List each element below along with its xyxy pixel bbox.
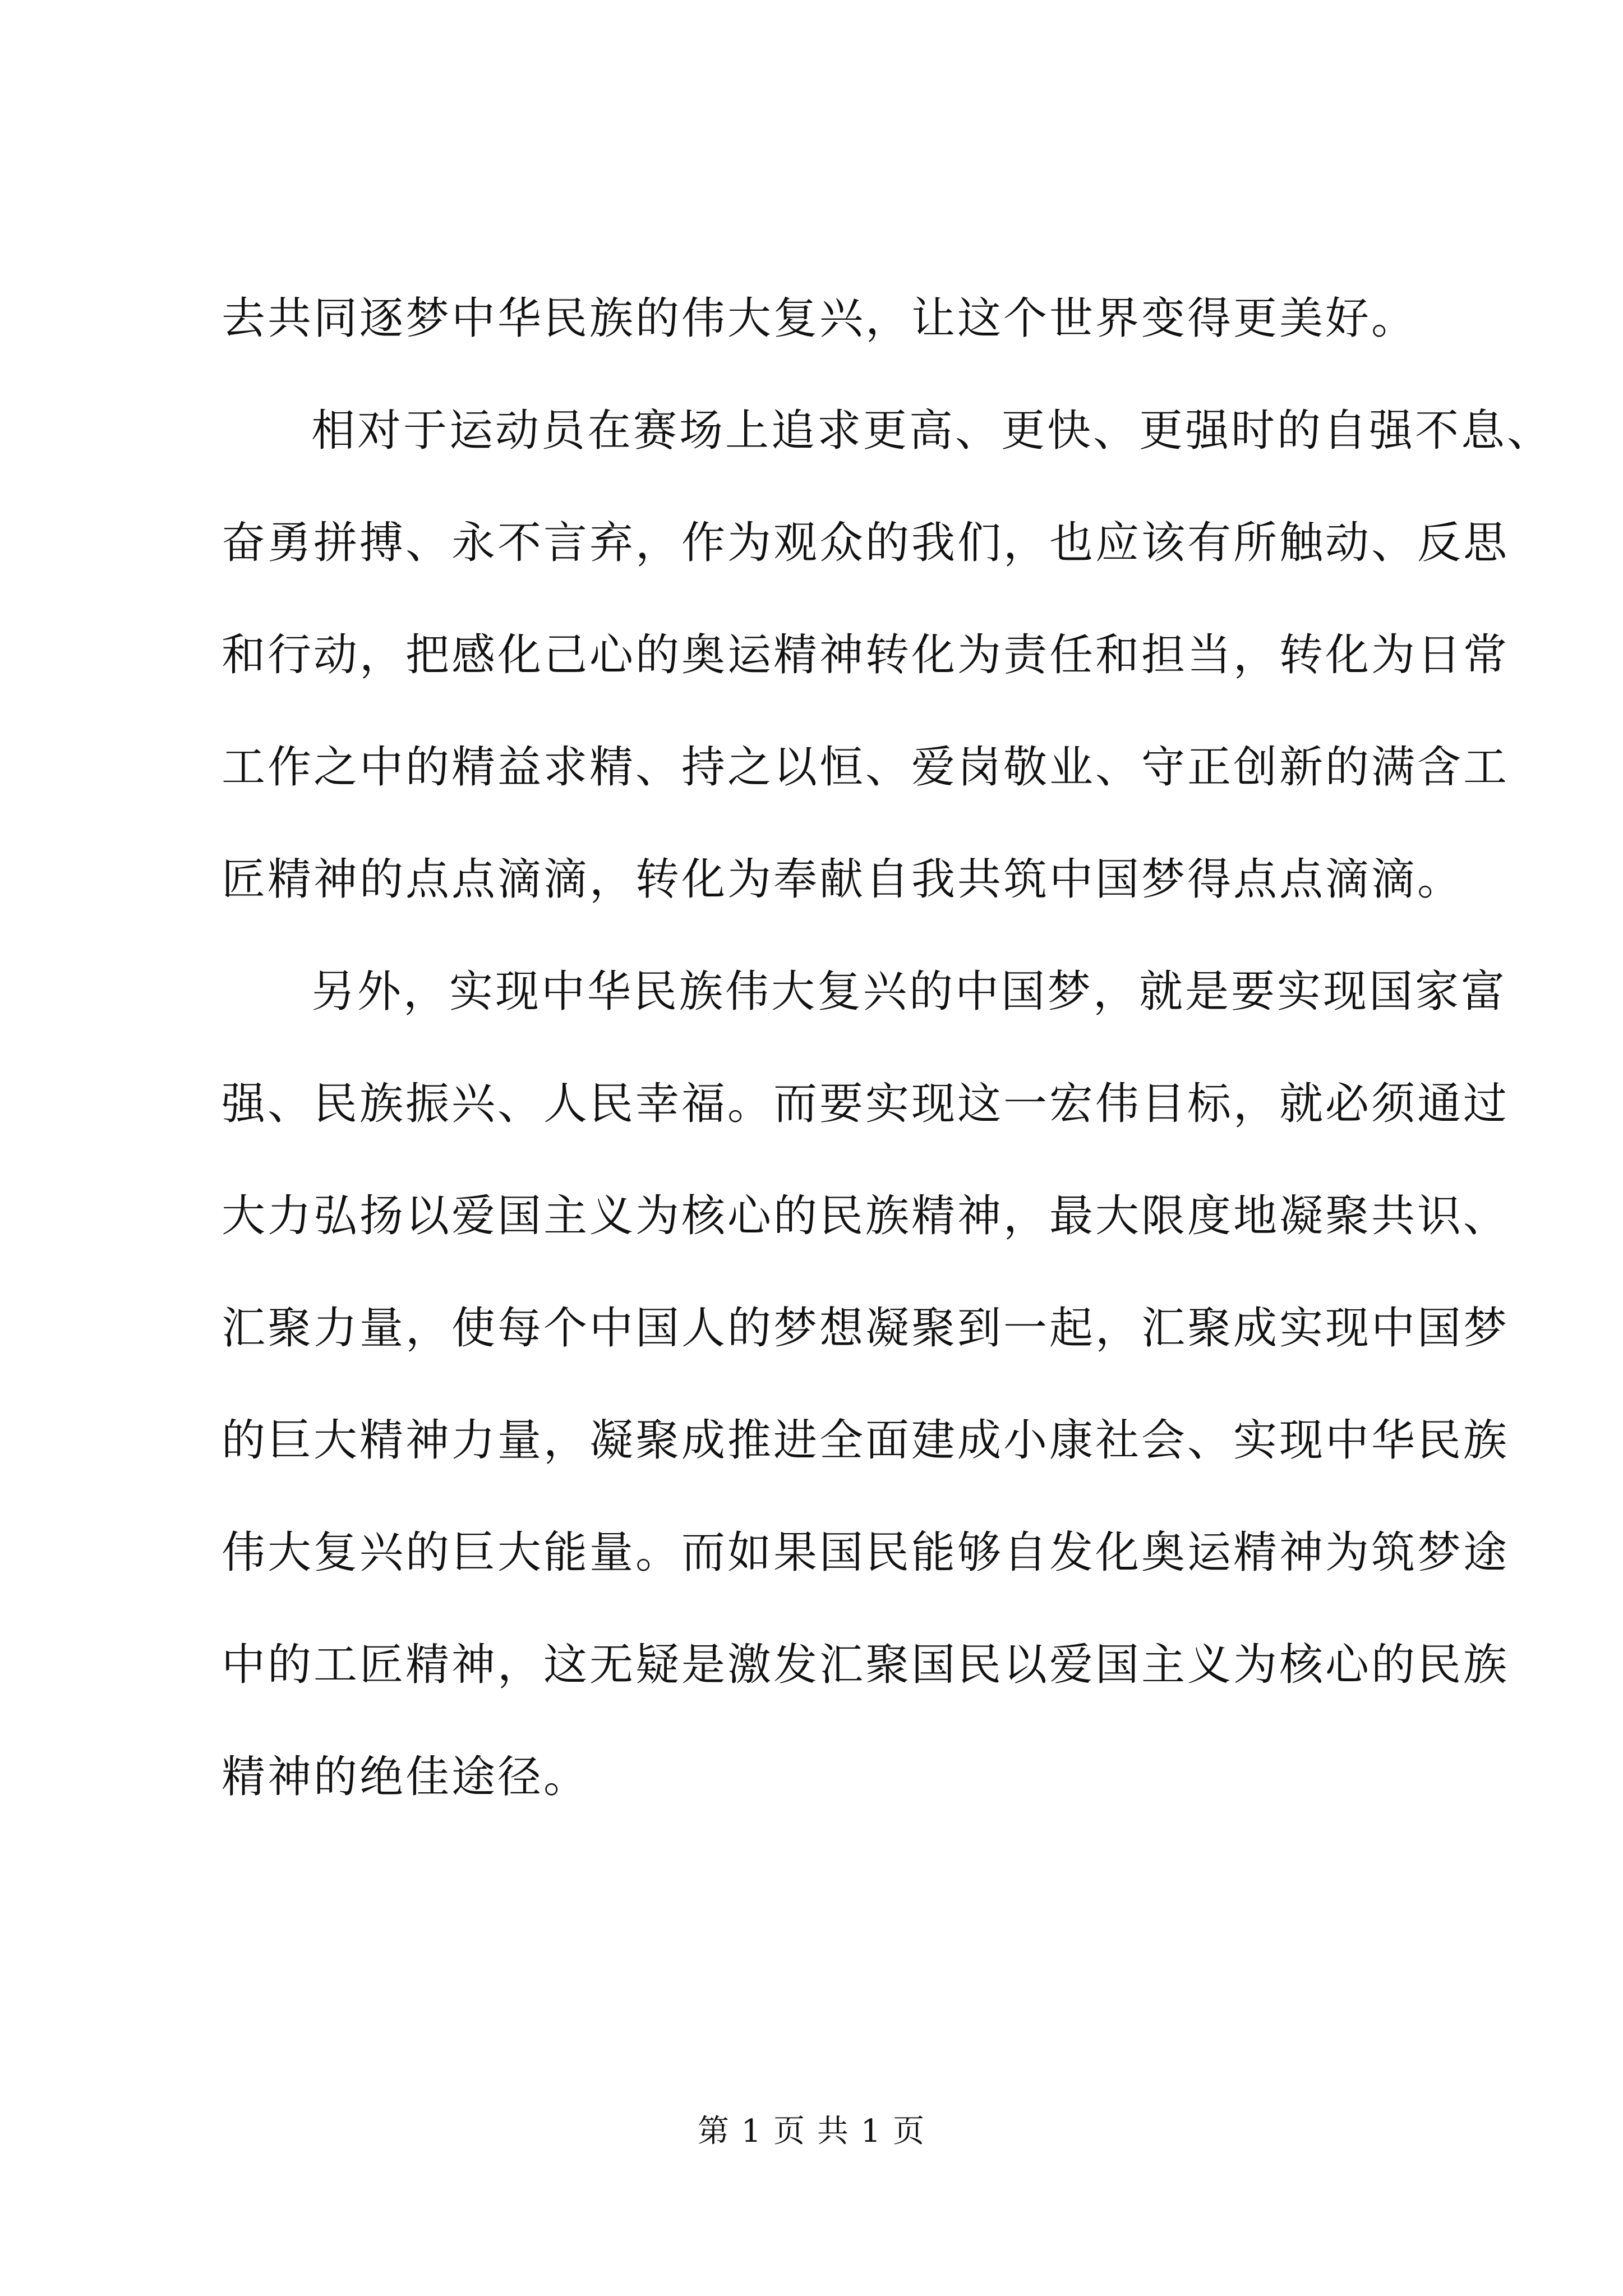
paragraph-3-line-7: 中的工匠精神，这无疑是激发汇聚国民以爱国主义为核心的民族 (222, 1640, 1510, 1690)
paragraph-3-line-4: 汇聚力量，使每个中国人的梦想凝聚到一起，汇聚成实现中国梦 (222, 1303, 1510, 1354)
paragraph-3-line-5: 的巨大精神力量，凝聚成推进全面建成小康社会、实现中华民族 (222, 1415, 1510, 1466)
paragraph-3-line-1: 另外，实现中华民族伟大复兴的中国梦，就是要实现国家富 (311, 967, 1507, 1017)
paragraph-2-line-1: 相对于运动员在赛场上追求更高、更快、更强时的自强不息、 (311, 406, 1553, 456)
paragraph-1-line-1: 去共同逐梦中华民族的伟大复兴，让这个世界变得更美好。 (222, 293, 1418, 344)
paragraph-2-line-5: 匠精神的点点滴滴，转化为奉献自我共筑中国梦得点点滴滴。 (222, 854, 1464, 905)
paragraph-2-line-4: 工作之中的精益求精、持之以恒、爱岗敬业、守正创新的满含工 (222, 742, 1510, 793)
paragraph-2-line-3: 和行动，把感化己心的奥运精神转化为责任和担当，转化为日常 (222, 630, 1510, 680)
paragraph-2-line-2: 奋勇拼搏、永不言弃，作为观众的我们，也应该有所触动、反思 (222, 518, 1510, 568)
document-body (222, 263, 1553, 1833)
paragraph-3-line-2: 强、民族振兴、人民幸福。而要实现这一宏伟目标，就必须通过 (222, 1079, 1510, 1129)
paragraph-3-line-8: 精神的绝佳途径。 (222, 1752, 590, 1802)
page-footer: 第 1 页 共 1 页 (697, 2113, 926, 2150)
paragraph-3-line-3: 大力弘扬以爱国主义为核心的民族精神，最大限度地凝聚共识、 (222, 1191, 1510, 1241)
paragraph-3-line-6: 伟大复兴的巨大能量。而如果国民能够自发化奥运精神为筑梦途 (222, 1527, 1510, 1578)
